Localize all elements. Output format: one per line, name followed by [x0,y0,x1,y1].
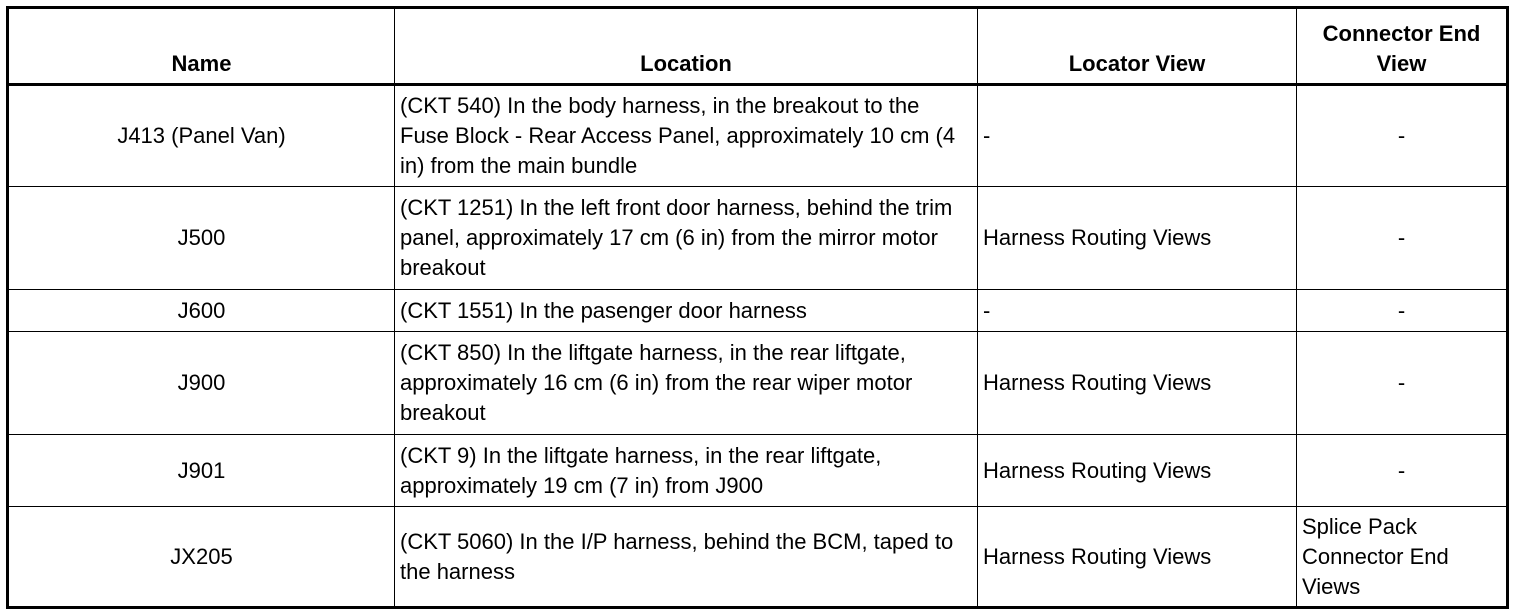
harness-routing-views-link[interactable]: Harness Routing Views [978,187,1297,290]
cell-location: (CKT 1251) In the left front door harness, behind the trim panel, approximately 17 cm (6 in) from the mirror motor breakout [395,187,978,290]
cell-locator-view: - [978,290,1297,332]
table-row [8,290,1508,332]
header-connector-end-view: Connector End View [1297,8,1508,85]
cell-location: (CKT 5060) In the I/P harness, behind the BCM, taped to the harness [395,507,978,608]
table-row [8,435,1508,507]
table-row [8,332,1508,435]
cell-connector-end-view: - [1297,85,1508,187]
cell-name: J900 [8,332,395,435]
cell-location: (CKT 1551) In the pasenger door harness [395,290,978,332]
cell-name: J600 [8,290,395,332]
cell-connector-end-view: - [1297,332,1508,435]
table-row [8,187,1508,290]
cell-name: J413 (Panel Van) [8,85,395,187]
header-row [8,8,1508,85]
cell-name: J500 [8,187,395,290]
cell-location: (CKT 9) In the liftgate harness, in the rear liftgate, approximately 19 cm (7 in) from J900 [395,435,978,507]
header-name: Name [8,8,395,85]
table-row [8,507,1508,608]
cell-location: (CKT 850) In the liftgate harness, in the rear liftgate, approximately 16 cm (6 in) from the rear wiper motor breakout [395,332,978,435]
cell-location: (CKT 540) In the body harness, in the breakout to the Fuse Block - Rear Access Panel, approximately 10 cm (4 in) from the main bundle [395,85,978,187]
table-row [8,85,1508,187]
cell-name: JX205 [8,507,395,608]
cell-connector-end-view: - [1297,290,1508,332]
header-locator-view: Locator View [978,8,1297,85]
header-location: Location [395,8,978,85]
cell-connector-end-view: - [1297,187,1508,290]
cell-locator-view: - [978,85,1297,187]
cell-connector-end-view: - [1297,435,1508,507]
splice-pack-connector-end-views-link[interactable]: Splice Pack Connector End Views [1297,507,1508,608]
harness-routing-views-link[interactable]: Harness Routing Views [978,332,1297,435]
harness-routing-views-link[interactable]: Harness Routing Views [978,435,1297,507]
harness-routing-views-link[interactable]: Harness Routing Views [978,507,1297,608]
cell-name: J901 [8,435,395,507]
connector-table-wrapper [6,6,1509,609]
connector-location-table [6,6,1509,609]
